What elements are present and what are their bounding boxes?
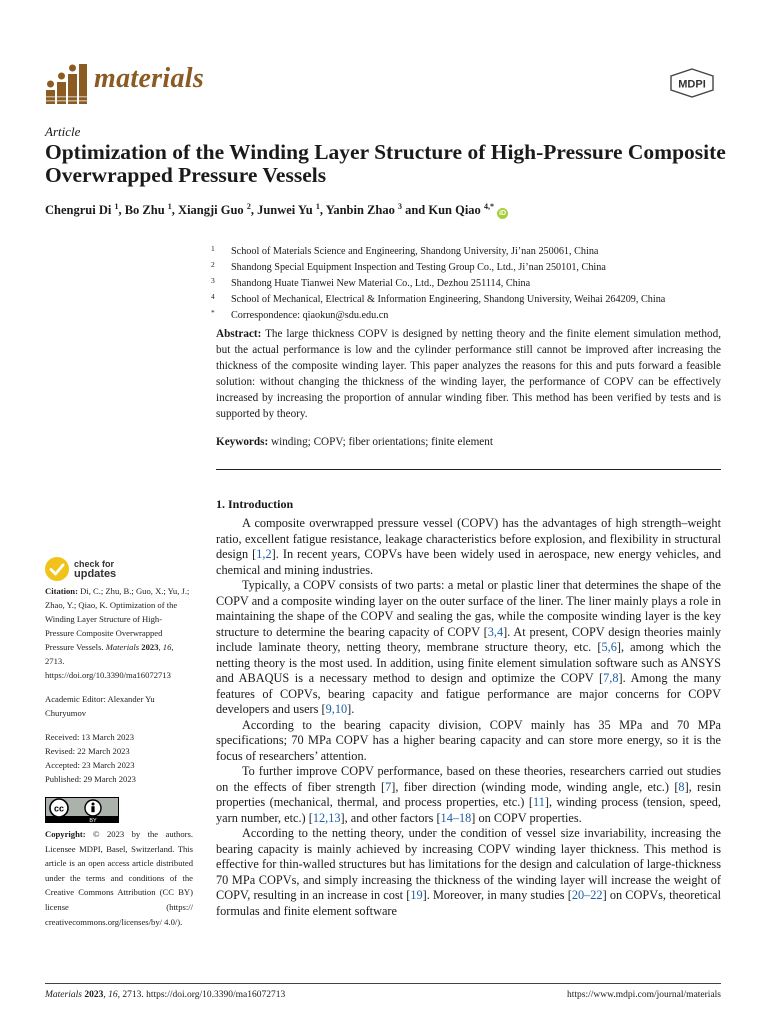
check-updates-label: check for updates (74, 559, 117, 580)
author-name[interactable]: Bo Zhu (124, 203, 168, 218)
svg-text:cc: cc (53, 803, 65, 814)
reference-link[interactable]: 7,8 (603, 671, 619, 685)
body-text: ]. Among the many features of COPVs, bearing capacity and fatigue performance are major concerns for COPV developers and users [ (216, 671, 721, 716)
affiliation-number: 4 (211, 292, 215, 301)
body-text: To further improve COPV performance, based on these theories, researchers carried out studies on the effects of fiber strength [ (216, 764, 721, 794)
footer-divider (45, 983, 721, 984)
footer-journal-url[interactable]: https://www.mdpi.com/journal/materials (567, 990, 721, 1000)
abstract (216, 326, 721, 422)
citation-year: 2023 (141, 642, 159, 652)
svg-text:MDPI: MDPI (678, 78, 706, 91)
copyright-notice (45, 827, 193, 929)
section-divider (216, 469, 721, 470)
footer-citation: Materials 2023, 16, 2713. https://doi.org/10.3390/ma16072713 (45, 990, 286, 1000)
date-item: Revised: 22 March 2023 (45, 746, 130, 756)
citation-vol: 16 (162, 642, 172, 652)
body-text: A composite overwrapped pressure vessel (COPV) has the advantages of high strength–weight ratio, excellent fatigue resistance, leakage characteristics before explosion, and flexibility in structural design [ (216, 516, 721, 561)
keywords-text: winding; COPV; fiber orientations; finite element (271, 436, 493, 448)
orcid-icon[interactable]: iD (499, 210, 507, 218)
affiliation-item (209, 276, 719, 292)
affiliation-number: 3 (211, 276, 215, 285)
citation-block: Citation: Di, C.; Zhu, B.; Guo, X.; Yu, J.; Zhao, Y.; Qiao, K. Optimization of the Winding Layer Structure of High-Pressure Composite Overwrapped Pressure Vessels. Materials 2023, 16, 2713. https://doi.org/10.3390/ma16072713 (45, 586, 190, 680)
citation-journal: Materials (105, 642, 140, 652)
intro-body (216, 516, 721, 919)
footer-journal: Materials (45, 990, 82, 1000)
author-affiliation-number: 1 (114, 202, 119, 211)
journal-name[interactable]: materials (94, 63, 205, 94)
affiliation-number: * (211, 308, 215, 317)
reference-link[interactable]: 3,4 (487, 624, 504, 639)
article-type: Article (45, 124, 81, 139)
author-name[interactable]: Junwei Yu (257, 203, 316, 218)
author-affiliation-number: 4,* (483, 202, 494, 211)
author-affiliation-number: 3 (397, 202, 402, 211)
footer-year: 2023 (84, 990, 104, 1000)
affiliation-text: School of Materials Science and Engineering, Shandong University, Ji’nan 250061, China (231, 246, 599, 257)
footer-doi[interactable]: , 2713. https://doi.org/10.3390/ma16072713 (117, 990, 286, 1000)
academic-editor: Academic Editor: Alexander Yu Churyumov (45, 694, 155, 718)
keywords-label: Keywords: (216, 436, 269, 448)
affiliation-item (209, 308, 719, 324)
affiliation-text: Shandong Special Equipment Inspection and Testing Group Co., Ltd., Ji’nan 250101, China (231, 262, 606, 273)
reference-link[interactable]: 8 (678, 779, 685, 794)
author-name[interactable]: Yanbin Zhao (325, 203, 398, 218)
check-updates-icon (45, 557, 69, 581)
copyright-text: © 2023 by the authors. Licensee MDPI, Basel, Switzerland. This article is an open access article distributed under the terms and conditions of the Creative Commons Attribution (CC BY) license (https:// creativecommons.org/licenses/by/ 4.0/). (45, 829, 193, 927)
reference-link[interactable]: 19 (410, 888, 423, 902)
body-text: ], among which the netting theory is the most used. In addition, using finite element simulation software such as ANSYS and ABAQUS is a necessary method to design and optimize the COPV [ (216, 640, 722, 685)
body-paragraph (216, 718, 721, 765)
body-text: ]. (347, 702, 355, 716)
author-name[interactable]: Kun Qiao (428, 203, 484, 218)
author-name[interactable]: Xiangji Guo (178, 203, 247, 218)
body-paragraph (216, 826, 721, 919)
reference-link[interactable]: 12,13 (312, 810, 341, 825)
affiliation-text: Shandong Huate Tianwei New Material Co., Ltd., Dezhou 251114, China (231, 278, 531, 289)
footer-vol: 16 (108, 990, 118, 1000)
affiliation-number: 1 (211, 244, 215, 253)
abstract-label: Abstract: (216, 328, 262, 340)
reference-link[interactable]: 20–22 (571, 888, 603, 902)
body-text: ] on COPV properties. (471, 810, 582, 825)
article-title: Optimization of the Winding Layer Structure of High-Pressure Composite Overwrapped Pressure Vessels (45, 140, 726, 187)
author-list: Chengrui Di $^1$, Bo Zhu $^1$, Xiangji Guo $^2$, Junwei Yu $^1$, Yanbin Zhao $^3$ and Kun Qiao $^{4,*}$ iD (45, 202, 507, 218)
abstract-text: The large thickness COPV is designed by netting theory and the finite element simulation method, but the actual performance is low and the cylinder performance still cannot be improved after increasing the thickness of the composite winding layer. This paper analyzes the reasons for this and puts forward a feasible solution: without changing the thickness of the winding layer, the performance of COPV can be effectively increased by increasing the proportion of annular winding fiber. This method has been verified by tests and is supported by theory. (216, 328, 721, 420)
date-item: Received: 13 March 2023 (45, 732, 135, 742)
body-text: ], fiber direction (winding mode, winding angle, etc.) [ (391, 779, 679, 794)
affiliation-text: School of Mechanical, Electrical & Information Engineering, Shandong University, Weihai 264209, China (231, 294, 666, 305)
affiliation-item (209, 292, 719, 308)
body-text: ], resin properties (mechanical, thermal, and process properties, etc.) [ (216, 779, 721, 809)
reference-link[interactable]: 5,6 (601, 640, 617, 654)
journal-logo-icon (44, 60, 88, 106)
author-affiliation-number: 1 (315, 202, 320, 211)
citation-text: Di, C.; Zhu, B.; Guo, X.; Yu, J.; Zhao, Y.; Qiao, K. Optimization of the Winding Layer Structure of High-Pressure Composite Overwrapped Pressure Vessels. (45, 586, 190, 652)
reference-link[interactable]: 7 (385, 779, 392, 794)
author-affiliation-number: 2 (246, 202, 251, 211)
body-text: Typically, a COPV consists of two parts: a metal or plastic liner that determines the shape of the COPV and a composite winding layer on the outer surface of the liner. The liner mainly plays a role in maintaining the shape of the COPV and sealing the gas, while the composite winding layer is the key structure to determine the bearing capacity of COPV [ (216, 578, 721, 639)
cc-by-license-icon[interactable] (45, 797, 119, 823)
body-text: According to the bearing capacity division, COPV mainly has 35 MPa and 70 MPa specifications; 70 MPa COPV has a higher bearing capacity and can store more energy, so it is the focus of researchers’ attention. (216, 717, 721, 763)
affiliation-item (209, 244, 719, 260)
sidebar-info (45, 584, 191, 796)
body-text: ]. Moreover, in many studies [ (422, 888, 572, 902)
body-paragraph (216, 578, 721, 718)
affiliation-text: Correspondence: qiaokun@sdu.edu.cn (231, 310, 389, 321)
cc-badge-text: BY (89, 818, 97, 823)
body-paragraph (216, 516, 721, 578)
body-text: ], and other factors [ (340, 810, 441, 825)
affiliations (209, 244, 719, 324)
section-heading: 1. Introduction (216, 497, 294, 511)
reference-link[interactable]: 9,10 (325, 702, 348, 716)
affiliation-number: 2 (211, 260, 215, 269)
check-for-updates-button[interactable] (45, 557, 175, 583)
reference-link[interactable]: 11 (533, 795, 545, 809)
affiliation-item (209, 260, 719, 276)
body-text: According to the netting theory, under the condition of vessel size invariability, increasing the bearing capacity is mainly achieved by increasing COPV winding layer thickness. This method is effective for thin-walled structures but has limitations for the design and calculation of large-thickness 70 MPa COPVs, and simply increasing the thickness of the winding layer will increase the weight of COPV, resulting in an increase in cost [ (216, 826, 721, 902)
keywords (216, 436, 721, 448)
date-item: Published: 29 March 2023 (45, 774, 136, 784)
body-paragraph (216, 764, 721, 826)
author-name[interactable]: Chengrui Di (45, 203, 115, 218)
copyright-label: Copyright: (45, 829, 86, 839)
date-item: Accepted: 23 March 2023 (45, 760, 135, 770)
reference-link[interactable]: 1,2 (256, 547, 272, 561)
body-text: ]. In recent years, COPVs have been widely used in aerospace, new energy vehicles, and chemical and mining industries. (216, 547, 721, 577)
body-text: ]. At present, COPV design theories mainly include laminate theory, netting theory, membrane structure theory, etc. [ (216, 624, 721, 654)
citation-doi[interactable]: , 2713. https://doi.org/10.3390/ma16072713 (45, 642, 174, 680)
citation-label: Citation: (45, 586, 78, 596)
publication-dates (45, 730, 191, 786)
author-affiliation-number: 1 (167, 202, 172, 211)
reference-link[interactable]: 14–18 (440, 810, 472, 825)
body-text: ] on COPVs, theoretical formulas and finite element software (216, 888, 721, 918)
body-text: ], winding process (tension, speed, yarn number, etc.) [ (216, 795, 721, 825)
mdpi-logo-icon[interactable] (667, 68, 717, 98)
